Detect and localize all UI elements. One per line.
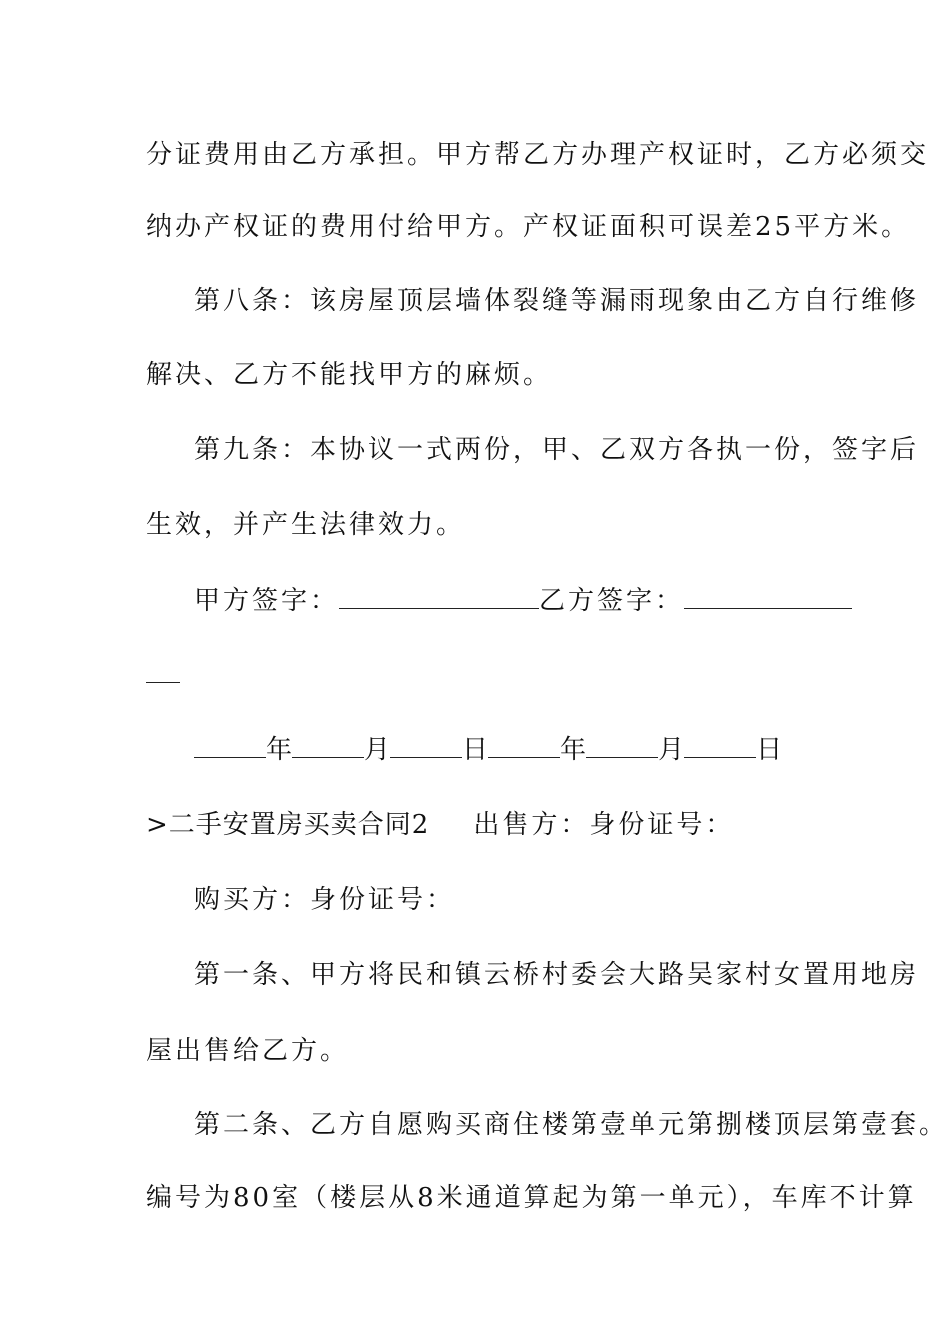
year-label: 年 <box>266 735 293 765</box>
paragraph-line: 解决、乙方不能找甲方的麻烦。 <box>146 360 553 390</box>
article-8-line: 第八条：该房屋顶层墙体裂缝等漏雨现象由乙方自行维修 <box>194 286 920 316</box>
party-b-signature-label: 乙方签字： <box>539 586 685 616</box>
contract-title-row <box>146 810 734 840</box>
article-1-line: 第一条、甲方将民和镇云桥村委会大路吴家村女置用地房 <box>194 960 920 990</box>
month-blank <box>292 735 364 758</box>
month-label: 月 <box>658 735 685 765</box>
day-blank <box>390 735 462 758</box>
month-blank <box>586 735 658 758</box>
party-a-signature-label: 甲方签字： <box>194 586 340 616</box>
party-b-signature-blank <box>684 586 852 609</box>
day-label: 日 <box>756 735 783 765</box>
signature-row <box>194 586 852 616</box>
paragraph-line: 分证费用由乙方承担。甲方帮乙方办理产权证时，乙方必须交 <box>146 140 930 170</box>
year-blank <box>488 735 560 758</box>
buyer-id-label: 购买方：身份证号： <box>194 885 456 915</box>
contract-title: >二手安置房买卖合同2 <box>146 810 430 840</box>
day-label: 日 <box>462 735 489 765</box>
signature-blank-continuation <box>146 682 180 683</box>
paragraph-line: 纳办产权证的费用付给甲方。产权证面积可误差25平方米。 <box>146 212 911 242</box>
paragraph-line: 编号为80室（楼层从8米通道算起为第一单元），车库不计算 <box>146 1183 917 1213</box>
month-label: 月 <box>364 735 391 765</box>
seller-id-label: 出售方：身份证号： <box>473 810 735 840</box>
day-blank <box>684 735 756 758</box>
article-9-line: 第九条：本协议一式两份，甲、乙双方各执一份，签字后 <box>194 435 920 465</box>
article-2-line: 第二条、乙方自愿购买商住楼第壹单元第捌楼顶层第壹套。 <box>194 1110 949 1140</box>
year-label: 年 <box>560 735 587 765</box>
paragraph-line: 屋出售给乙方。 <box>146 1036 350 1066</box>
party-a-signature-blank <box>339 586 539 609</box>
paragraph-line: 生效，并产生法律效力。 <box>146 510 466 540</box>
year-blank <box>194 735 266 758</box>
date-row <box>194 735 782 765</box>
